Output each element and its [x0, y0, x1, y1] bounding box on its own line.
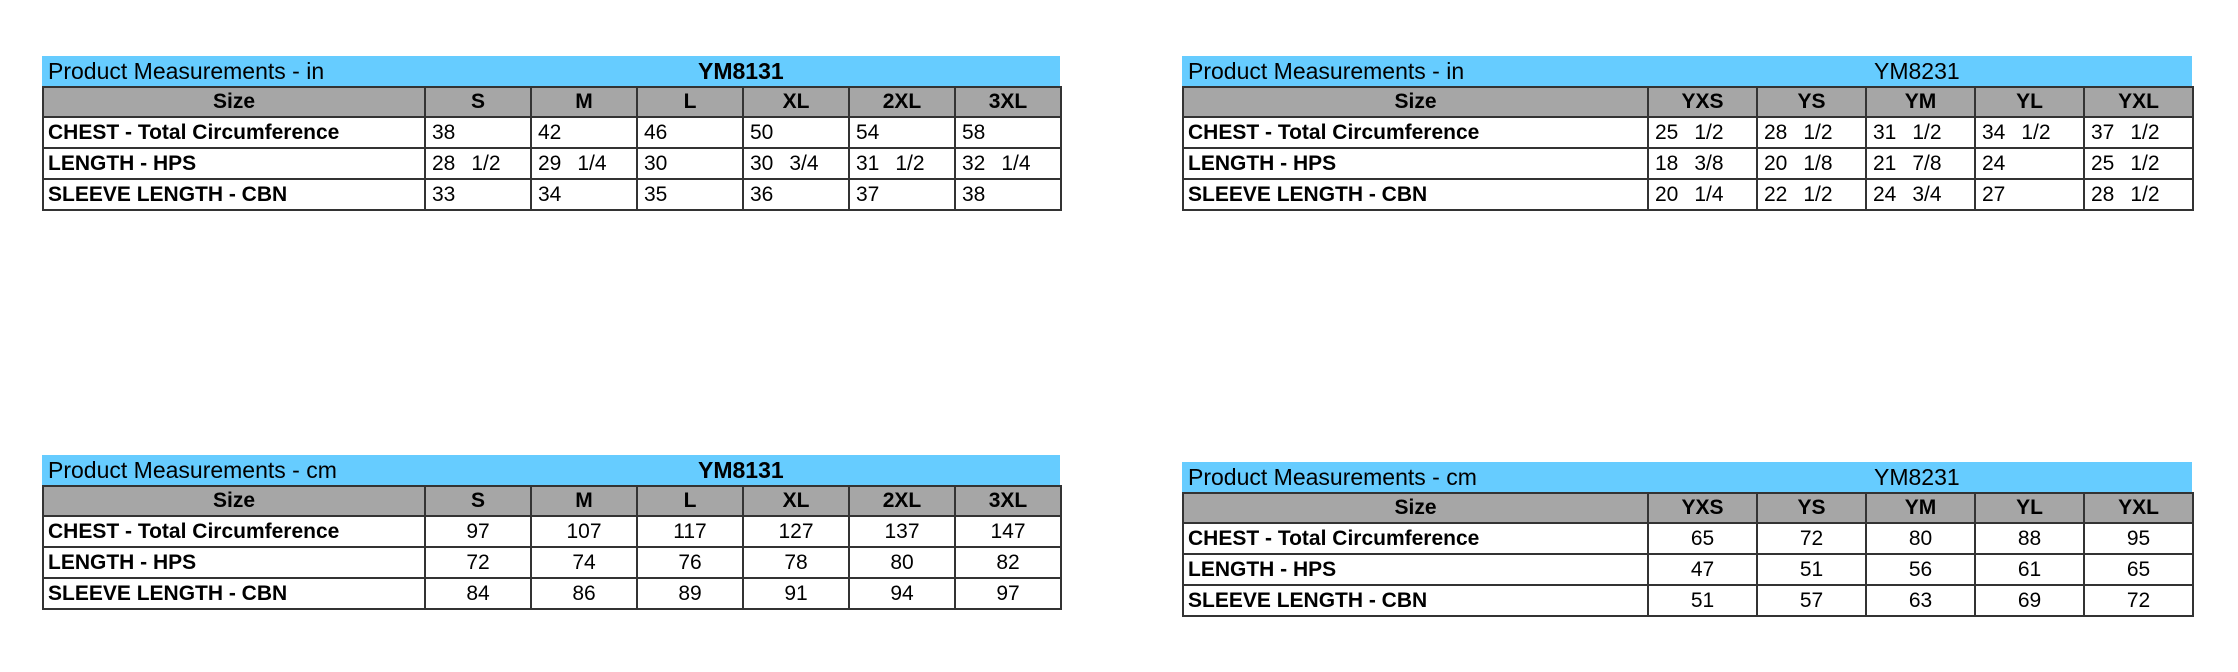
- value-whole: 31: [856, 151, 880, 175]
- measurement-row: [43, 179, 1061, 210]
- measurement-value: [1975, 148, 2084, 179]
- measurement-value: 65: [1648, 523, 1757, 554]
- value-fraction: 3/8: [1694, 151, 1724, 175]
- size-header: YS: [1757, 87, 1866, 117]
- value-whole: 30: [644, 151, 668, 175]
- row-label: LENGTH - HPS: [43, 148, 425, 179]
- size-header-label: Size: [43, 87, 425, 117]
- measurement-value: 72: [425, 547, 531, 578]
- measurement-value: 147: [955, 516, 1061, 547]
- size-header: 3XL: [955, 87, 1061, 117]
- measurement-value: 91: [743, 578, 849, 609]
- value-fraction: 1/2: [2130, 151, 2160, 175]
- measurement-grid: [1182, 86, 2194, 211]
- size-header-row: [1183, 87, 2193, 117]
- measurement-value: [1757, 179, 1866, 210]
- measurements-table-cm-ym8131: [42, 455, 1060, 610]
- value-whole: 28: [1764, 120, 1788, 144]
- measurement-value: [425, 179, 531, 210]
- row-label: LENGTH - HPS: [1183, 554, 1648, 585]
- size-header: L: [637, 87, 743, 117]
- measurement-value: [955, 148, 1061, 179]
- measurement-row: [1183, 148, 2193, 179]
- size-header: L: [637, 486, 743, 516]
- size-header-label: Size: [1183, 87, 1648, 117]
- measurement-value: [531, 179, 637, 210]
- measurement-value: [1648, 148, 1757, 179]
- measurement-value: 72: [2084, 585, 2193, 616]
- table-title: Product Measurements - cm: [1188, 464, 1477, 490]
- size-header: YXL: [2084, 87, 2193, 117]
- measurement-row: [43, 578, 1061, 609]
- size-header-row: [1183, 493, 2193, 523]
- table-title-bar: [1182, 462, 2192, 492]
- value-whole: 35: [644, 182, 668, 206]
- measurement-value: 137: [849, 516, 955, 547]
- row-label: LENGTH - HPS: [43, 547, 425, 578]
- value-fraction: 1/2: [471, 151, 501, 175]
- table-title: Product Measurements - cm: [48, 457, 337, 483]
- value-whole: 50: [750, 120, 774, 144]
- value-whole: 33: [432, 182, 456, 206]
- value-fraction: 1/4: [1694, 182, 1724, 206]
- measurement-row: [1183, 523, 2193, 554]
- measurement-value: [1975, 179, 2084, 210]
- row-label: CHEST - Total Circumference: [43, 516, 425, 547]
- model-number: YM8231: [1874, 58, 1960, 84]
- row-label: CHEST - Total Circumference: [1183, 117, 1648, 148]
- row-label: SLEEVE LENGTH - CBN: [43, 179, 425, 210]
- measurement-value: 82: [955, 547, 1061, 578]
- measurement-value: [849, 117, 955, 148]
- row-label: LENGTH - HPS: [1183, 148, 1648, 179]
- measurement-value: 51: [1757, 554, 1866, 585]
- size-header: YL: [1975, 493, 2084, 523]
- size-header-row: [43, 486, 1061, 516]
- value-fraction: 1/2: [1803, 120, 1833, 144]
- measurement-value: 84: [425, 578, 531, 609]
- size-header: YS: [1757, 493, 1866, 523]
- row-label: SLEEVE LENGTH - CBN: [43, 578, 425, 609]
- value-whole: 27: [1982, 182, 2006, 206]
- size-header: YXS: [1648, 493, 1757, 523]
- table-title: Product Measurements - in: [1188, 58, 1465, 84]
- measurement-value: 127: [743, 516, 849, 547]
- size-header: 3XL: [955, 486, 1061, 516]
- size-header: S: [425, 486, 531, 516]
- value-whole: 32: [962, 151, 986, 175]
- measurement-value: [1648, 179, 1757, 210]
- value-whole: 28: [2091, 182, 2115, 206]
- measurement-value: 65: [2084, 554, 2193, 585]
- measurement-value: 97: [955, 578, 1061, 609]
- row-label: SLEEVE LENGTH - CBN: [1183, 179, 1648, 210]
- value-whole: 31: [1873, 120, 1897, 144]
- measurement-grid: [42, 485, 1062, 610]
- size-header: YL: [1975, 87, 2084, 117]
- measurement-value: [743, 148, 849, 179]
- measurement-value: 117: [637, 516, 743, 547]
- measurement-value: 76: [637, 547, 743, 578]
- value-whole: 29: [538, 151, 562, 175]
- measurements-table-cm-ym8231: [1182, 462, 2192, 617]
- measurement-value: 80: [1866, 523, 1975, 554]
- value-whole: 58: [962, 120, 986, 144]
- measurement-value: 74: [531, 547, 637, 578]
- measurement-value: [1975, 117, 2084, 148]
- measurement-value: 94: [849, 578, 955, 609]
- measurement-value: [1866, 179, 1975, 210]
- value-whole: 37: [856, 182, 880, 206]
- measurement-grid: [1182, 492, 2194, 617]
- measurement-value: 47: [1648, 554, 1757, 585]
- value-whole: 37: [2091, 120, 2115, 144]
- measurement-row: [43, 547, 1061, 578]
- measurement-value: 63: [1866, 585, 1975, 616]
- value-fraction: 1/8: [1803, 151, 1833, 175]
- value-whole: 34: [538, 182, 562, 206]
- measurement-value: [849, 148, 955, 179]
- measurement-row: [43, 516, 1061, 547]
- measurement-row: [1183, 585, 2193, 616]
- value-fraction: 3/4: [789, 151, 819, 175]
- size-header: 2XL: [849, 486, 955, 516]
- measurement-value: [531, 148, 637, 179]
- measurement-value: 61: [1975, 554, 2084, 585]
- measurement-value: [743, 117, 849, 148]
- measurement-value: 86: [531, 578, 637, 609]
- row-label: SLEEVE LENGTH - CBN: [1183, 585, 1648, 616]
- table-title-bar: [42, 455, 1060, 485]
- measurement-value: [849, 179, 955, 210]
- size-header-row: [43, 87, 1061, 117]
- value-whole: 25: [2091, 151, 2115, 175]
- value-whole: 21: [1873, 151, 1897, 175]
- row-label: CHEST - Total Circumference: [43, 117, 425, 148]
- value-fraction: 1/2: [2130, 120, 2160, 144]
- measurement-value: [425, 117, 531, 148]
- size-header: M: [531, 87, 637, 117]
- value-whole: 24: [1982, 151, 2006, 175]
- size-header: YM: [1866, 87, 1975, 117]
- measurement-grid: [42, 86, 1062, 211]
- value-fraction: 1/2: [1694, 120, 1724, 144]
- value-fraction: 1/2: [2021, 120, 2051, 144]
- measurement-value: [955, 117, 1061, 148]
- measurement-value: 56: [1866, 554, 1975, 585]
- value-fraction: 1/2: [1912, 120, 1942, 144]
- value-whole: 46: [644, 120, 668, 144]
- measurement-value: [1866, 148, 1975, 179]
- measurement-value: [2084, 179, 2193, 210]
- value-fraction: 3/4: [1912, 182, 1942, 206]
- measurement-value: 89: [637, 578, 743, 609]
- value-whole: 20: [1764, 151, 1788, 175]
- value-fraction: 1/2: [895, 151, 925, 175]
- value-fraction: 7/8: [1912, 151, 1942, 175]
- value-whole: 54: [856, 120, 880, 144]
- measurement-value: 72: [1757, 523, 1866, 554]
- model-number: YM8131: [698, 58, 784, 84]
- measurement-value: [2084, 148, 2193, 179]
- model-number: YM8131: [698, 457, 784, 483]
- value-whole: 25: [1655, 120, 1679, 144]
- measurement-value: 57: [1757, 585, 1866, 616]
- value-whole: 28: [432, 151, 456, 175]
- measurement-value: [637, 148, 743, 179]
- measurement-row: [1183, 117, 2193, 148]
- value-whole: 38: [962, 182, 986, 206]
- size-header: XL: [743, 486, 849, 516]
- measurement-value: 88: [1975, 523, 2084, 554]
- value-whole: 18: [1655, 151, 1679, 175]
- size-header: XL: [743, 87, 849, 117]
- size-header: YXL: [2084, 493, 2193, 523]
- value-whole: 42: [538, 120, 562, 144]
- value-whole: 36: [750, 182, 774, 206]
- value-fraction: 1/2: [1803, 182, 1833, 206]
- measurement-value: 107: [531, 516, 637, 547]
- measurement-row: [43, 148, 1061, 179]
- measurement-row: [1183, 554, 2193, 585]
- measurement-row: [43, 117, 1061, 148]
- row-label: CHEST - Total Circumference: [1183, 523, 1648, 554]
- model-number: YM8231: [1874, 464, 1960, 490]
- value-fraction: 1/4: [577, 151, 607, 175]
- measurement-value: 80: [849, 547, 955, 578]
- table-title-bar: [1182, 56, 2192, 86]
- table-title: Product Measurements - in: [48, 58, 325, 84]
- measurement-value: [955, 179, 1061, 210]
- measurement-value: [637, 117, 743, 148]
- value-whole: 30: [750, 151, 774, 175]
- measurements-table-in-ym8231: [1182, 56, 2192, 211]
- measurement-value: [2084, 117, 2193, 148]
- measurements-table-in-ym8131: [42, 56, 1060, 211]
- value-fraction: 1/4: [1001, 151, 1031, 175]
- measurement-value: [531, 117, 637, 148]
- size-header-label: Size: [1183, 493, 1648, 523]
- measurement-value: 95: [2084, 523, 2193, 554]
- value-whole: 24: [1873, 182, 1897, 206]
- size-header: M: [531, 486, 637, 516]
- measurement-value: 69: [1975, 585, 2084, 616]
- size-header: YXS: [1648, 87, 1757, 117]
- measurement-row: [1183, 179, 2193, 210]
- measurement-value: [637, 179, 743, 210]
- measurement-value: 78: [743, 547, 849, 578]
- measurement-value: [1648, 117, 1757, 148]
- measurement-value: [1866, 117, 1975, 148]
- size-header: S: [425, 87, 531, 117]
- value-whole: 38: [432, 120, 456, 144]
- measurement-value: [743, 179, 849, 210]
- value-whole: 34: [1982, 120, 2006, 144]
- size-header: YM: [1866, 493, 1975, 523]
- value-fraction: 1/2: [2130, 182, 2160, 206]
- size-header: 2XL: [849, 87, 955, 117]
- measurement-value: [425, 148, 531, 179]
- value-whole: 22: [1764, 182, 1788, 206]
- measurement-value: 51: [1648, 585, 1757, 616]
- table-title-bar: [42, 56, 1060, 86]
- measurement-value: [1757, 148, 1866, 179]
- measurement-value: 97: [425, 516, 531, 547]
- measurement-value: [1757, 117, 1866, 148]
- value-whole: 20: [1655, 182, 1679, 206]
- size-header-label: Size: [43, 486, 425, 516]
